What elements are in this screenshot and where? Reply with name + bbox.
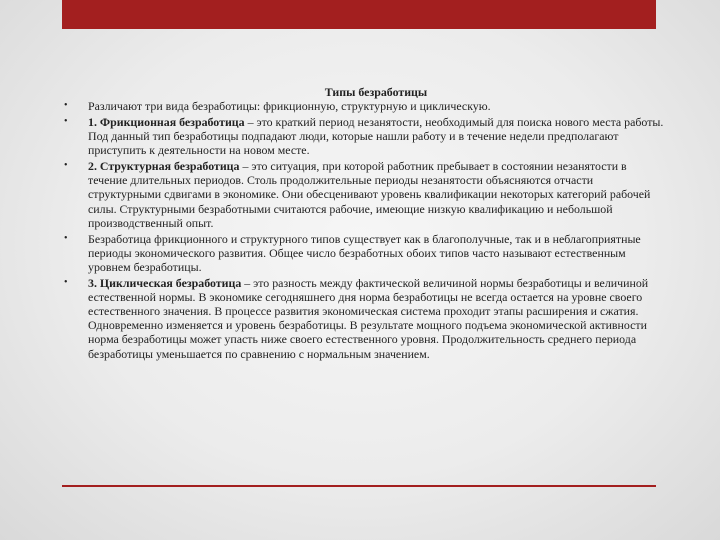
bullet-icon: • xyxy=(64,115,68,127)
slide-content xyxy=(64,85,664,362)
item-lead: 2. Структурная безработица xyxy=(88,159,240,174)
bullet-icon: • xyxy=(64,100,68,112)
bullet-list xyxy=(64,99,664,361)
list-item xyxy=(64,159,664,230)
item-text: Различают три вида безработицы: фрикционную, структурную и циклическую. xyxy=(88,99,491,114)
bullet-icon: • xyxy=(64,232,68,244)
slide-title: Типы безработицы xyxy=(324,85,428,99)
bullet-icon: • xyxy=(64,160,68,172)
bottom-accent-rule xyxy=(62,485,656,487)
list-item xyxy=(64,232,664,275)
item-text: – это краткий период незанятости, необходимый для поиска нового места работы. Под данный тип безработицы подпадают люди, которые нашли работу и в течение недели предполагают приступить к деятельности на новом месте. xyxy=(88,114,664,158)
item-text: – это ситуация, при которой работник пребывает в состоянии незанятости в течение длительных периодов. Столь продолжительные периоды незанятости объясняются отчасти структурными сдвигами в экономике. Они обесценивают уровень квалификации некоторых категорий рабочей силы. Структурными безработными считаются рабочие, имеющие низкую квалификацию и небольшой производственный опыт. xyxy=(88,159,651,230)
item-text: Безработица фрикционного и структурного типов существует как в благополучные, так и в неблагоприятные периоды экономического развития. Общее число безработных обоих типов часто называют естественным уровнем безработицы. xyxy=(88,231,641,274)
list-item xyxy=(64,115,664,158)
item-text: – это разность между фактической величиной нормы безработицы и величиной естественной нормы. В экономике сегодняшнего дня норма безработицы не всегда остается на уровне своего естественного значения. В процессе развития экономическая система проходит этапы расширения и сжатия. Одновременно изменяется и уровень безработицы. В результате мощного подъема экономической активности норма безработицы может упасть ниже своего естественного уровня. Продолжительность среднего периода безработицы уменьшается по сравнению с нормальным значением. xyxy=(88,275,649,361)
top-accent-bar xyxy=(62,0,656,29)
item-lead: 1. Фрикционная безработица xyxy=(88,114,245,129)
list-item xyxy=(64,99,664,113)
bullet-icon: • xyxy=(64,276,68,288)
item-lead: 3. Циклическая безработица xyxy=(88,275,242,290)
list-item xyxy=(64,276,664,361)
